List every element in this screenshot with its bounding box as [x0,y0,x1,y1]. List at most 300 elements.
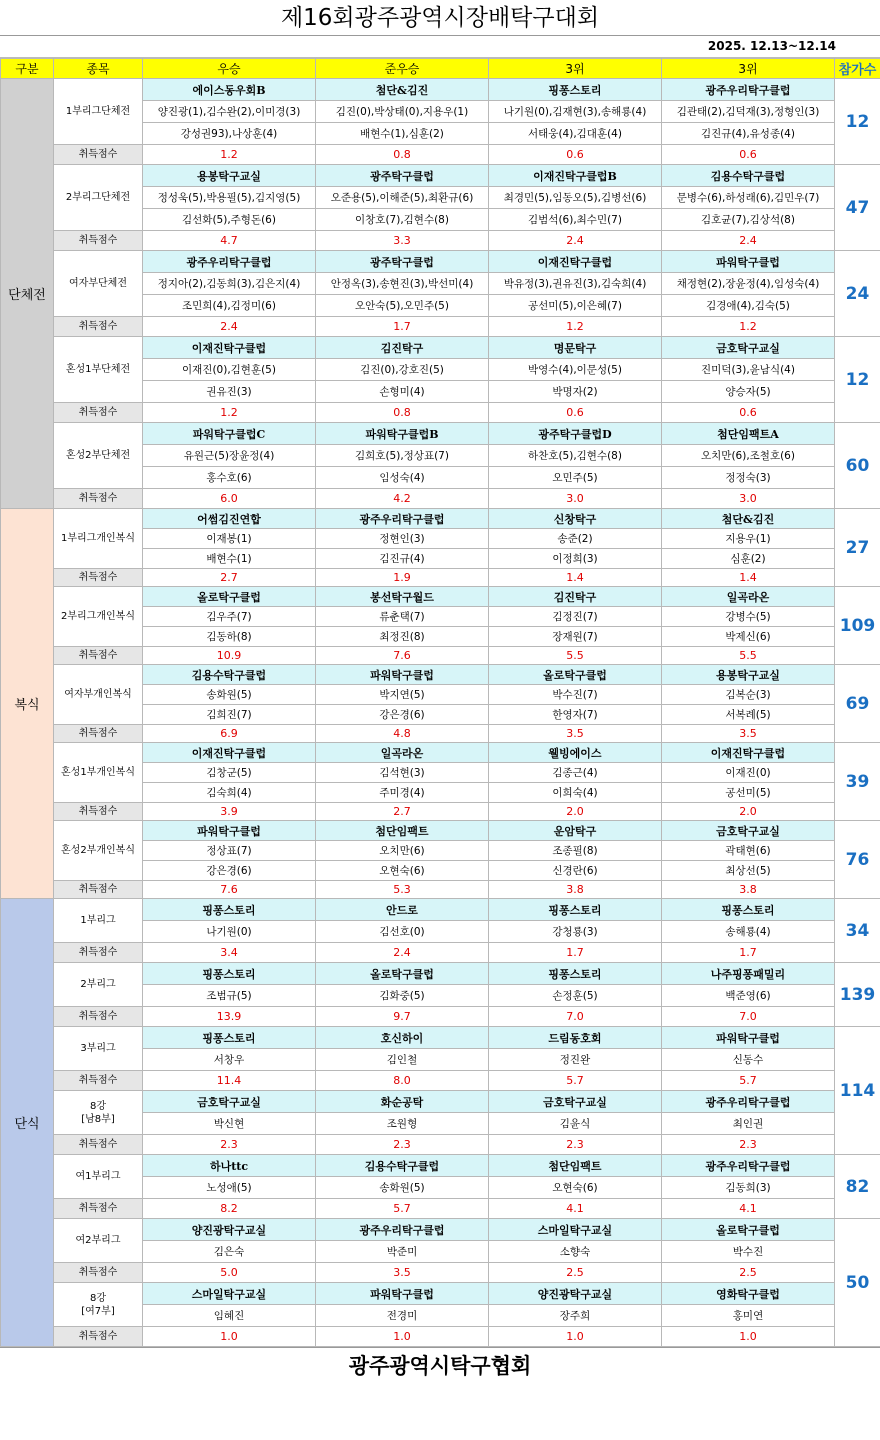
player-names: 조민희(4),김정미(6) [143,295,316,317]
score-value: 7.6 [316,647,489,665]
score-value: 2.4 [662,231,835,251]
player-names: 박신현 [143,1113,316,1135]
header-third-a: 3위 [489,59,662,79]
player-names: 송화원(5) [143,685,316,705]
club-name: 광주탁구클럽 [316,251,489,273]
participant-count: 139 [835,963,880,1027]
score-row [1,1327,880,1347]
player-names: 정정숙(3) [662,467,835,489]
score-label: 취득점수 [54,317,143,337]
player-names: 정성욱(5),박용필(5),김지영(5) [143,187,316,209]
score-value: 5.7 [489,1071,662,1091]
club-name: 핑퐁스토리 [489,899,662,921]
player-names: 소향숙 [489,1241,662,1263]
club-name: 올로탁구클럽 [662,1219,835,1241]
score-value: 1.2 [662,317,835,337]
header-category: 구분 [1,59,54,79]
player-names: 장재원(7) [489,627,662,647]
event-name: 2부리그개인복식 [61,611,135,622]
player-names: 조범규(5) [143,985,316,1007]
club-row [1,1283,880,1305]
club-name: 첨단임팩트A [662,423,835,445]
score-row [1,403,880,423]
player-names: 백준영(6) [662,985,835,1007]
score-value: 1.0 [143,1327,316,1347]
score-value: 1.9 [316,569,489,587]
participant-count: 82 [835,1155,880,1219]
player-names: 박영수(4),이문성(5) [489,359,662,381]
player-names: 박유정(3),권유진(3),김숙희(4) [489,273,662,295]
club-row [1,899,880,921]
event-name: 여2부리그 [75,1235,121,1246]
score-value: 2.5 [662,1263,835,1283]
club-row [1,587,880,607]
player-names: 안정옥(3),송현진(3),박선미(4) [316,273,489,295]
score-value: 1.7 [662,943,835,963]
score-value: 6.9 [143,725,316,743]
player-names: 김인철 [316,1049,489,1071]
score-value: 8.2 [143,1199,316,1219]
club-name: 김용수탁구클럽 [662,165,835,187]
club-name: 스마일탁구교실 [489,1219,662,1241]
club-name: 핑퐁스토리 [489,963,662,985]
player-names: 심훈(2) [662,549,835,569]
score-value: 1.4 [489,569,662,587]
player-names: 나기원(0) [143,921,316,943]
player-names: 오준용(5),이해준(5),최환규(6) [316,187,489,209]
score-value: 4.7 [143,231,316,251]
player-names: 배현수(1),심훈(2) [316,123,489,145]
club-name: 파워탁구클럽 [316,1283,489,1305]
player-names: 최경민(5),임동오(5),김병선(6) [489,187,662,209]
player-names: 유원근(5)장윤정(4) [143,445,316,467]
score-label: 취득점수 [54,231,143,251]
club-name: 일곡라온 [662,587,835,607]
event-subtitle: [남8부] [81,1113,115,1125]
event-name-cell [54,899,143,943]
player-names: 김희호(5),정상표(7) [316,445,489,467]
player-names: 박지연(5) [316,685,489,705]
player-names: 박수진 [662,1241,835,1263]
event-name-cell [54,165,143,231]
score-row [1,943,880,963]
club-name: 이재진탁구클럽 [489,251,662,273]
date-row [0,36,880,58]
participant-count: 24 [835,251,880,337]
participant-count: 34 [835,899,880,963]
score-label: 취득점수 [54,1199,143,1219]
player-names: 김정진(7) [489,607,662,627]
club-name: 파워탁구클럽B [316,423,489,445]
event-name-cell [54,1155,143,1199]
player-names: 김선호(0) [316,921,489,943]
score-value: 2.3 [316,1135,489,1155]
club-name: 에이스동우회B [143,79,316,101]
player-names: 김희진(7) [143,705,316,725]
player-names: 채정현(2),장윤정(4),임성숙(4) [662,273,835,295]
player-names: 임성숙(4) [316,467,489,489]
player-names: 배현수(1) [143,549,316,569]
score-value: 2.4 [316,943,489,963]
score-row [1,725,880,743]
club-name: 첨단임팩트 [316,821,489,841]
player-names: 김경애(4),김숙(5) [662,295,835,317]
score-value: 3.0 [489,489,662,509]
club-name: 광주우리탁구클럽 [662,1091,835,1113]
score-row [1,1007,880,1027]
score-value: 2.7 [143,569,316,587]
club-name: 파워탁구클럽 [143,821,316,841]
club-name: 핑퐁스토리 [662,899,835,921]
score-value: 11.4 [143,1071,316,1091]
score-value: 5.7 [316,1199,489,1219]
participant-count: 50 [835,1219,880,1347]
player-names: 신동수 [662,1049,835,1071]
player-names: 서창우 [143,1049,316,1071]
player-names: 손정훈(5) [489,985,662,1007]
player-names: 전경미 [316,1305,489,1327]
results-body [1,79,880,1347]
club-name: 김진탁구 [489,587,662,607]
player-names: 서태웅(4),김대훈(4) [489,123,662,145]
player-names: 지용우(1) [662,529,835,549]
club-name: 올로탁구클럽 [316,963,489,985]
event-name-cell [54,423,143,489]
participant-count: 12 [835,337,880,423]
score-label: 취득점수 [54,1071,143,1091]
club-row [1,1027,880,1049]
player-names: 노성애(5) [143,1177,316,1199]
player-names: 한영자(7) [489,705,662,725]
player-names: 송해룡(4) [662,921,835,943]
event-name: 1부리그 [80,915,116,926]
club-name: 금호탁구교실 [489,1091,662,1113]
club-row [1,821,880,841]
page-title: 제16회광주광역시장배탁구대회 [0,0,880,36]
score-value: 2.4 [143,317,316,337]
club-row [1,423,880,445]
score-label: 취득점수 [54,803,143,821]
player-names: 양승자(5) [662,381,835,403]
club-row [1,509,880,529]
header-runner-up: 준우승 [316,59,489,79]
club-name: 올로탁구클럽 [489,665,662,685]
player-names: 이창호(7),김현수(8) [316,209,489,231]
score-value: 4.2 [316,489,489,509]
event-name: 혼성1부개인복식 [61,767,135,778]
participant-count: 60 [835,423,880,509]
score-label: 취득점수 [54,489,143,509]
event-name-cell [54,587,143,647]
event-name-cell [54,1283,143,1327]
participant-count: 109 [835,587,880,665]
club-name: 광주탁구클럽 [316,165,489,187]
event-name-cell [54,1027,143,1071]
score-value: 1.2 [489,317,662,337]
score-label: 취득점수 [54,943,143,963]
player-names: 이정희(3) [489,549,662,569]
event-name: 8강 [89,1292,107,1304]
player-names: 김진규(4),유성종(4) [662,123,835,145]
player-names: 김화중(5) [316,985,489,1007]
player-names: 오치만(6),조철호(6) [662,445,835,467]
club-name: 광주우리탁구클럽 [662,79,835,101]
player-names: 정현인(3) [316,529,489,549]
club-name: 양진광탁구교실 [143,1219,316,1241]
player-names: 신경란(6) [489,861,662,881]
player-names: 김숙희(4) [143,783,316,803]
player-names: 김진규(4) [316,549,489,569]
club-name: 광주우리탁구클럽 [316,1219,489,1241]
club-name: 김진탁구 [316,337,489,359]
event-name: 8강 [89,1100,107,1112]
club-name: 하나ttc [143,1155,316,1177]
player-names: 정상표(7) [143,841,316,861]
club-name: 화순공탁 [316,1091,489,1113]
score-value: 3.0 [662,489,835,509]
player-names: 김범석(6),최수민(7) [489,209,662,231]
club-name: 드림동호회 [489,1027,662,1049]
player-names: 장주희 [489,1305,662,1327]
club-row [1,165,880,187]
player-names: 박명자(2) [489,381,662,403]
score-row [1,881,880,899]
player-names: 김은숙 [143,1241,316,1263]
player-names: 김종근(4) [489,763,662,783]
club-name: 호신하이 [316,1027,489,1049]
player-names: 곽태현(6) [662,841,835,861]
player-names: 강은경(6) [143,861,316,881]
score-value: 2.3 [489,1135,662,1155]
club-name: 파워탁구클럽 [662,251,835,273]
player-names: 김석현(3) [316,763,489,783]
participant-count: 69 [835,665,880,743]
player-names: 권유진(3) [143,381,316,403]
club-name: 첨단&김진 [662,509,835,529]
score-value: 3.9 [143,803,316,821]
score-row [1,1199,880,1219]
club-row [1,1091,880,1113]
score-value: 1.7 [489,943,662,963]
event-name: 1부리그개인복식 [61,533,135,544]
event-name: 1부리그단체전 [65,106,131,117]
score-value: 3.5 [316,1263,489,1283]
header-winner: 우승 [143,59,316,79]
player-names: 조원형 [316,1113,489,1135]
player-names: 김윤식 [489,1113,662,1135]
event-name-cell [54,1219,143,1263]
club-name: 광주우리탁구클럽 [316,509,489,529]
score-label: 취득점수 [54,881,143,899]
club-name: 파워탁구클럽 [662,1027,835,1049]
club-name: 명문탁구 [489,337,662,359]
player-names: 송화원(5) [316,1177,489,1199]
player-names: 하찬호(5),김현수(8) [489,445,662,467]
event-name-cell [54,963,143,1007]
player-names: 최상선(5) [662,861,835,881]
club-name: 운암탁구 [489,821,662,841]
club-row [1,79,880,101]
participant-count: 47 [835,165,880,251]
player-names: 강성권93),나상훈(4) [143,123,316,145]
club-name: 파워탁구클럽 [316,665,489,685]
score-label: 취득점수 [54,569,143,587]
score-label: 취득점수 [54,1327,143,1347]
player-names: 서복례(5) [662,705,835,725]
club-name: 봉선탁구월드 [316,587,489,607]
player-names: 공선미(5),이은혜(7) [489,295,662,317]
club-name: 핑퐁스토리 [143,963,316,985]
header-event: 종목 [54,59,143,79]
score-row [1,1263,880,1283]
score-value: 4.1 [489,1199,662,1219]
club-name: 이재진탁구클럽 [143,743,316,763]
score-value: 0.8 [316,145,489,165]
player-names: 조종필(8) [489,841,662,861]
score-value: 7.6 [143,881,316,899]
club-name: 신창탁구 [489,509,662,529]
player-names: 공선미(5) [662,783,835,803]
player-names: 김관태(2),김덕재(3),정형인(3) [662,101,835,123]
event-name-cell [54,509,143,569]
player-names: 오치만(6) [316,841,489,861]
club-name: 금호탁구교실 [662,337,835,359]
club-name: 광주우리탁구클럽 [143,251,316,273]
event-name: 혼성2부단체전 [65,450,131,461]
player-names: 김진(0),박상태(0),지용우(1) [316,101,489,123]
player-names: 홍수호(6) [143,467,316,489]
score-value: 7.0 [489,1007,662,1027]
player-names: 박수진(7) [489,685,662,705]
score-value: 8.0 [316,1071,489,1091]
club-row [1,251,880,273]
club-row [1,743,880,763]
participant-count: 12 [835,79,880,165]
category-cell: 복식 [1,509,54,899]
score-label: 취득점수 [54,1263,143,1283]
club-name: 첨단&김진 [316,79,489,101]
player-names: 양진광(1),김수완(2),이미경(3) [143,101,316,123]
player-names: 오민주(5) [489,467,662,489]
player-names: 김동희(3) [662,1177,835,1199]
score-value: 13.9 [143,1007,316,1027]
score-row [1,145,880,165]
player-names: 정진완 [489,1049,662,1071]
category-cell: 단식 [1,899,54,1347]
club-name: 금호탁구교실 [662,821,835,841]
header-count: 참가수 [835,59,880,79]
player-names: 박준미 [316,1241,489,1263]
score-value: 0.8 [316,403,489,423]
category-cell: 단체전 [1,79,54,509]
participant-count: 39 [835,743,880,821]
score-value: 0.6 [489,145,662,165]
player-names: 박제신(6) [662,627,835,647]
club-name: 김용수탁구클럽 [143,665,316,685]
club-name: 나주핑퐁패밀리 [662,963,835,985]
score-value: 2.0 [489,803,662,821]
score-value: 10.9 [143,647,316,665]
player-names: 오안숙(5),오민주(5) [316,295,489,317]
player-names: 김동하(8) [143,627,316,647]
player-names: 강청룡(3) [489,921,662,943]
header-third-b: 3위 [662,59,835,79]
player-names: 김우주(7) [143,607,316,627]
club-row [1,337,880,359]
event-name-cell [54,251,143,317]
event-name: 2부리그 [80,979,116,990]
club-row [1,665,880,685]
club-name: 핑퐁스토리 [143,899,316,921]
event-date: 2025. 12.13~12.14 [707,39,836,53]
event-name-cell [54,79,143,145]
club-name: 용봉탁구교실 [662,665,835,685]
score-value: 3.5 [489,725,662,743]
score-value: 3.8 [662,881,835,899]
score-value: 5.3 [316,881,489,899]
event-name-cell [54,821,143,881]
player-names: 김호균(7),김상석(8) [662,209,835,231]
event-name: 3부리그 [80,1043,116,1054]
player-names: 최인권 [662,1113,835,1135]
participant-count: 114 [835,1027,880,1155]
results-table [0,58,880,1347]
score-value: 0.6 [662,145,835,165]
club-row [1,1219,880,1241]
score-value: 1.2 [143,145,316,165]
score-value: 5.0 [143,1263,316,1283]
event-name-cell [54,1091,143,1135]
player-names: 최정진(8) [316,627,489,647]
club-name: 올로탁구클럽 [143,587,316,607]
event-name: 혼성1부단체전 [65,364,131,375]
score-row [1,1135,880,1155]
score-value: 1.0 [662,1327,835,1347]
club-row [1,1155,880,1177]
score-value: 4.8 [316,725,489,743]
score-value: 3.3 [316,231,489,251]
club-name: 광주탁구클럽D [489,423,662,445]
player-names: 류춘택(7) [316,607,489,627]
player-names: 오현숙(6) [316,861,489,881]
score-value: 1.0 [489,1327,662,1347]
event-name-cell [54,743,143,803]
score-value: 0.6 [489,403,662,423]
player-names: 김진(0),강호진(5) [316,359,489,381]
club-name: 웰빙에이스 [489,743,662,763]
score-value: 2.3 [662,1135,835,1155]
player-names: 문병수(6),하성래(6),김민우(7) [662,187,835,209]
score-value: 1.0 [316,1327,489,1347]
club-name: 이재진탁구클럽 [662,743,835,763]
header-row [1,59,880,79]
score-label: 취득점수 [54,1007,143,1027]
score-row [1,231,880,251]
event-name: 여자부단체전 [69,278,127,289]
player-names: 강은경(6) [316,705,489,725]
score-label: 취득점수 [54,647,143,665]
player-names: 강병수(5) [662,607,835,627]
participant-count: 27 [835,509,880,587]
club-name: 안드로 [316,899,489,921]
club-name: 핑퐁스토리 [489,79,662,101]
club-name: 어썸김진연합 [143,509,316,529]
score-label: 취득점수 [54,725,143,743]
score-value: 5.5 [662,647,835,665]
player-names: 정지아(2),김동희(3),김은지(4) [143,273,316,295]
score-row [1,489,880,509]
club-name: 이재진탁구클럽 [143,337,316,359]
